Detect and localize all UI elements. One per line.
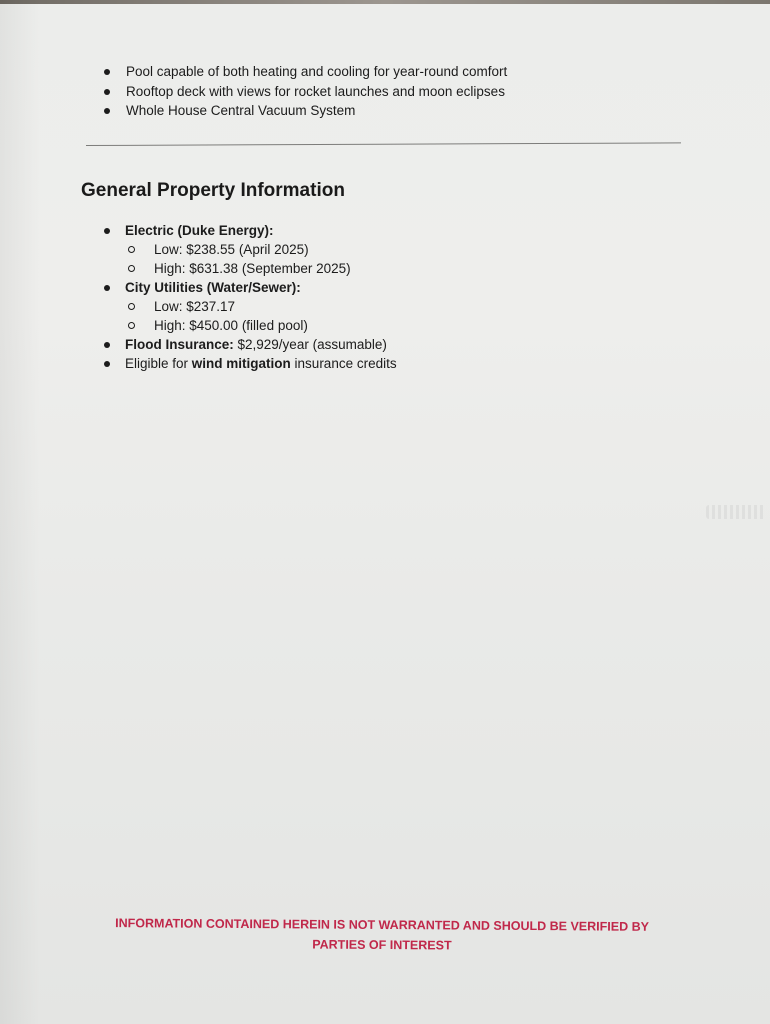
feature-text: Whole House Central Vacuum System bbox=[126, 103, 356, 118]
list-item-electric bbox=[104, 221, 724, 240]
section-divider bbox=[86, 142, 681, 146]
bullet-icon bbox=[104, 285, 110, 291]
flood-value: $2,929/year (assumable) bbox=[233, 337, 387, 352]
page-shadow bbox=[0, 0, 40, 1024]
electric-sublist-wrap bbox=[104, 240, 724, 278]
feature-list bbox=[104, 62, 724, 121]
utilities-label: City Utilities (Water/Sewer): bbox=[125, 280, 301, 295]
bullet-icon bbox=[104, 342, 110, 348]
page-top-edge bbox=[0, 0, 770, 4]
bullet-icon bbox=[104, 361, 110, 367]
circle-bullet-icon bbox=[128, 246, 135, 253]
disclaimer bbox=[92, 913, 672, 957]
electric-sublist bbox=[104, 240, 724, 278]
list-item bbox=[104, 82, 724, 102]
list-item-flood bbox=[104, 335, 724, 354]
feature-text: Rooftop deck with views for rocket launches and moon eclipses bbox=[126, 83, 505, 99]
circle-bullet-icon bbox=[128, 322, 135, 329]
utilities-sublist bbox=[104, 297, 724, 335]
circle-bullet-icon bbox=[128, 303, 135, 310]
flood-label: Flood Insurance: bbox=[125, 337, 234, 352]
bullet-icon bbox=[104, 89, 110, 95]
list-item bbox=[104, 101, 724, 121]
list-item bbox=[104, 259, 724, 278]
circle-bullet-icon bbox=[128, 265, 135, 272]
utilities-low: Low: $237.17 bbox=[154, 299, 236, 314]
electric-label: Electric (Duke Energy): bbox=[125, 223, 274, 238]
utilities-sublist-wrap bbox=[104, 297, 724, 335]
list-item bbox=[104, 316, 724, 335]
bullet-icon bbox=[104, 69, 110, 75]
list-item-wind bbox=[104, 354, 724, 373]
wind-prefix: Eligible for bbox=[125, 356, 192, 371]
watermark-mark bbox=[706, 505, 766, 519]
wind-bold: wind mitigation bbox=[191, 356, 291, 371]
property-info-list bbox=[104, 221, 724, 373]
list-item bbox=[104, 240, 724, 259]
utilities-high: High: $450.00 (filled pool) bbox=[154, 318, 308, 333]
bullet-icon bbox=[104, 228, 110, 234]
feature-text: Pool capable of both heating and cooling for year-round comfort bbox=[126, 64, 508, 79]
bullet-icon bbox=[104, 108, 110, 114]
disclaimer-line-2: PARTIES OF INTEREST bbox=[312, 937, 452, 953]
disclaimer-line-1: INFORMATION CONTAINED HEREIN IS NOT WARRANTED AND SHOULD BE VERIFIED BY bbox=[115, 916, 650, 934]
electric-low: Low: $238.55 (April 2025) bbox=[154, 242, 309, 257]
list-item bbox=[104, 62, 724, 82]
wind-suffix: insurance credits bbox=[290, 356, 397, 371]
section-title: General Property Information bbox=[81, 180, 345, 201]
list-item-utilities bbox=[104, 278, 724, 297]
electric-high: High: $631.38 (September 2025) bbox=[154, 261, 351, 276]
list-item bbox=[104, 297, 724, 316]
